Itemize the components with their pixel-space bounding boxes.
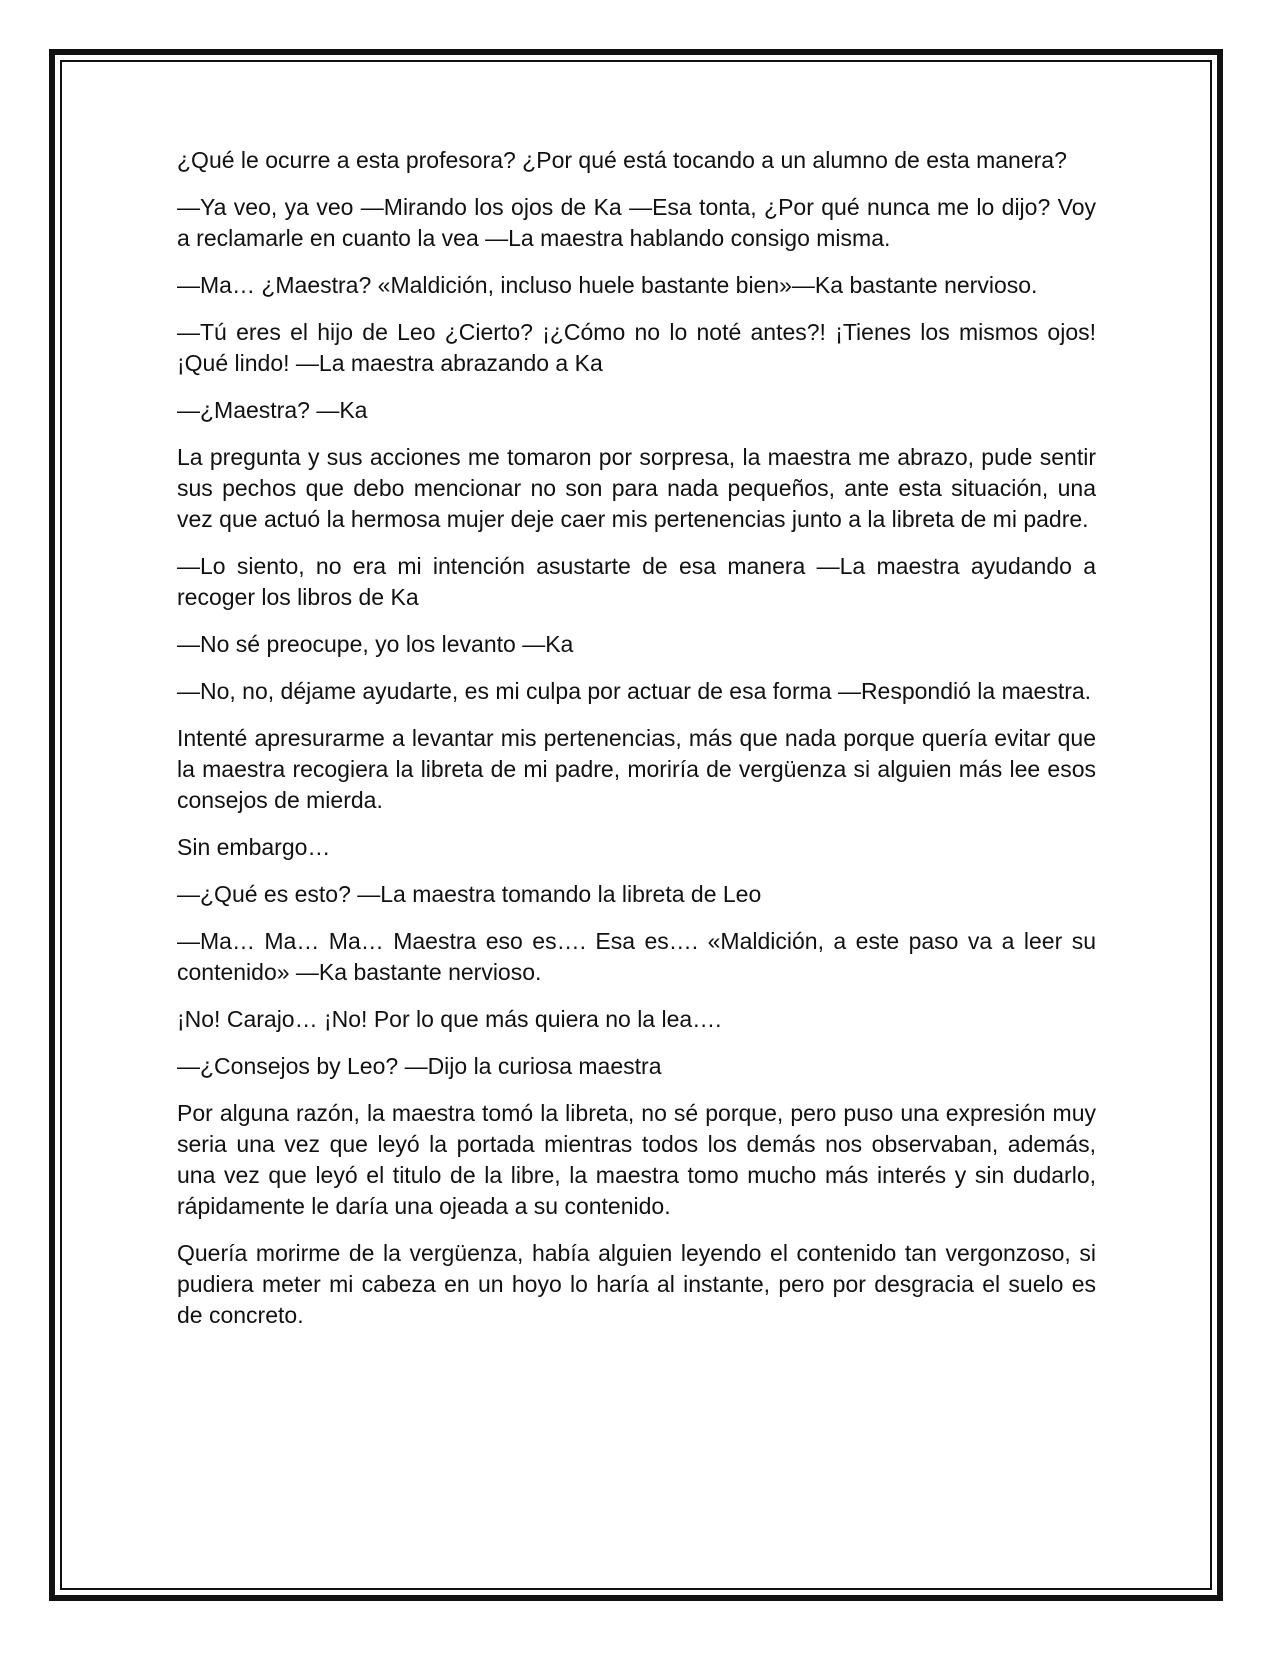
- paragraph: Por alguna razón, la maestra tomó la libreta, no sé porque, pero puso una expresión muy seria una vez que leyó la portada mientras todos los demás nos observaban, además, una vez que leyó el titulo de la libre, la maestra tomo mucho más interés y sin dudarlo, rápidamente le daría una ojeada a su contenido.: [177, 1100, 1096, 1219]
- paragraph: Intenté apresurarme a levantar mis pertenencias, más que nada porque quería evitar que la maestra recogiera la libreta de mi padre, moriría de vergüenza si alguien más lee esos consejos de mierda.: [177, 725, 1096, 813]
- page-body: [177, 145, 1096, 1347]
- paragraph: ¡No! Carajo… ¡No! Por lo que más quiera no la lea….: [177, 1006, 722, 1032]
- paragraph: —¿Consejos by Leo? —Dijo la curiosa maestra: [177, 1053, 662, 1079]
- paragraph: ¿Qué le ocurre a esta profesora? ¿Por qué está tocando a un alumno de esta manera?: [177, 147, 1067, 173]
- paragraph: —No sé preocupe, yo los levanto —Ka: [177, 631, 574, 657]
- paragraph: —Lo siento, no era mi intención asustarte de esa manera —La maestra ayudando a recoger los libros de Ka: [177, 553, 1096, 610]
- paragraph: —Ma… ¿Maestra? «Maldición, incluso huele bastante bien»—Ka bastante nervioso.: [177, 272, 1038, 298]
- paragraph: Quería morirme de la vergüenza, había alguien leyendo el contenido tan vergonzoso, si pudiera meter mi cabeza en un hoyo lo haría al instante, pero por desgracia el suelo es de concreto.: [177, 1240, 1096, 1328]
- paragraph: —¿Maestra? —Ka: [177, 397, 368, 423]
- paragraph: La pregunta y sus acciones me tomaron por sorpresa, la maestra me abrazo, pude sentir sus pechos que debo mencionar no son para nada pequeños, ante esta situación, una vez que actuó la hermosa mujer deje caer mis pertenencias junto a la libreta de mi padre.: [177, 444, 1096, 532]
- paragraph: —¿Qué es esto? —La maestra tomando la libreta de Leo: [177, 881, 762, 907]
- paragraph: —Ma… Ma… Ma… Maestra eso es…. Esa es…. «Maldición, a este paso va a leer su contenido» —Ka bastante nervioso.: [177, 928, 1096, 985]
- paragraph: Sin embargo…: [177, 834, 331, 860]
- paragraph: —Ya veo, ya veo —Mirando los ojos de Ka —Esa tonta, ¿Por qué nunca me lo dijo? Voy a reclamarle en cuanto la vea —La maestra hablando consigo misma.: [177, 194, 1096, 251]
- paragraph: —Tú eres el hijo de Leo ¿Cierto? ¡¿Cómo no lo noté antes?! ¡Tienes los mismos ojos! ¡Qué lindo! —La maestra abrazando a Ka: [177, 319, 1096, 376]
- paragraph: —No, no, déjame ayudarte, es mi culpa por actuar de esa forma —Respondió la maestra.: [177, 678, 1092, 704]
